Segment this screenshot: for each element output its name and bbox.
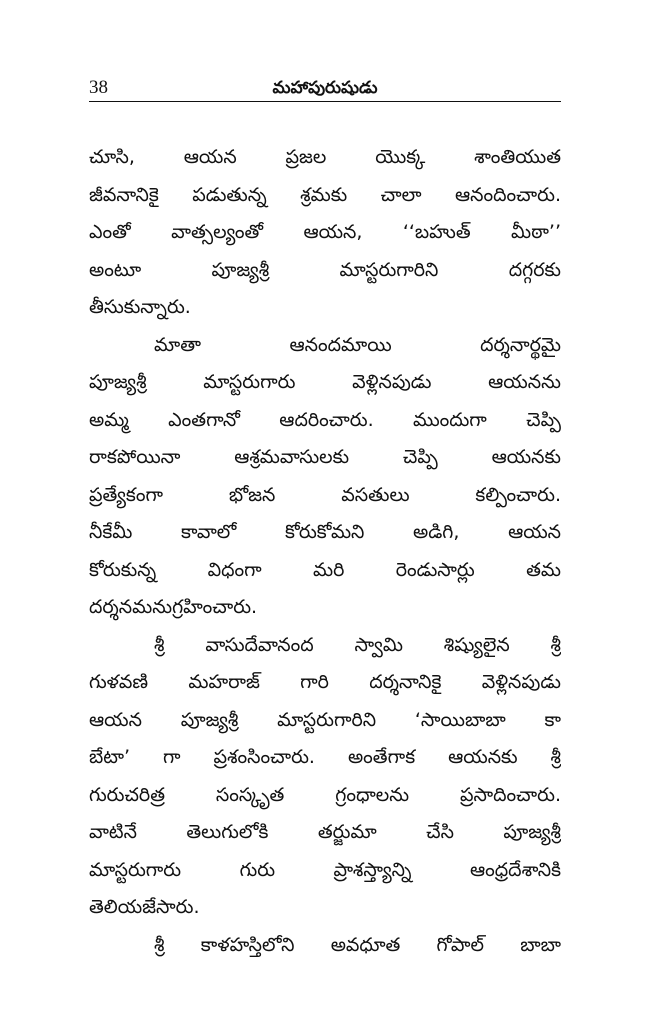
text-line: ఆయన పూజ్యశ్రీ మాస్టరుగారిని ‘సాయిబాబా కా <box>89 708 561 731</box>
text-line: బేటా’ గా ప్రశంసించారు. అంతేగాక ఆయనకు శ్రీ <box>89 746 561 768</box>
text-line: ఎంతో వాత్సల్యంతో ఆయన, ‘‘బహుత్ మీఠా’’ <box>89 221 561 243</box>
text-line: వాటినే తెలుగులోకి తర్జుమా చేసి పూజ్యశ్రీ <box>89 821 561 843</box>
text-line: తీసుకున్నారు. <box>89 296 191 318</box>
text-line: మాతా ఆనందమాయి దర్శనార్థమై <box>154 333 561 356</box>
text-line: అంటూ పూజ్యశ్రీ మాస్టరుగారిని దగ్గరకు <box>89 258 561 281</box>
header-rule <box>89 101 561 102</box>
text-line: జీవనానికై పడుతున్న శ్రమకు చాలా ఆనందించారు. <box>89 183 561 206</box>
text-line: రాకపోయినా ఆశ్రమవాసులకు చెప్పి ఆయనకు <box>89 446 561 468</box>
text-line: నీకేమీ కావాలో కోరుకోమని అడిగి, ఆయన <box>89 521 561 543</box>
running-title: మహాపురుషుడు <box>272 78 378 98</box>
text-line: చూసి, ఆయన ప్రజల యొక్క శాంతియుత <box>89 146 561 168</box>
text-line: అమ్మ ఎంతగానో ఆదరించారు. ముందుగా చెప్పి <box>89 408 561 431</box>
text-line: ప్రత్యేకంగా భోజన వసతులు కల్పించారు. <box>89 483 561 506</box>
text-line: కోరుకున్న విధంగా మరి రెండుసార్లు తమ <box>89 558 561 581</box>
page-header <box>89 74 561 104</box>
text-line: గురుచరిత్ర సంస్కృత గ్రంధాలను ప్రసాదించారు. <box>89 783 561 806</box>
text-line: తెలియజేసారు. <box>89 896 200 918</box>
page-number: 38 <box>89 77 108 98</box>
text-line: పూజ్యశ్రీ మాస్టరుగారు వెళ్లినపుడు ఆయనను <box>89 371 561 393</box>
text-line: శ్రీ కాళహస్తిలోని అవధూత గోపాల్ బాబా <box>154 933 561 956</box>
body-text <box>89 139 561 964</box>
text-line: శ్రీ వాసుదేవానంద స్వామి శిష్యులైన శ్రీ <box>154 633 561 656</box>
text-line: గుళవణి మహరాజ్ గారి దర్శనానికై వెళ్లినపుడు <box>89 671 561 693</box>
text-line: దర్శనమనుగ్రహించారు. <box>89 596 258 618</box>
text-line: మాస్టరుగారు గురు ప్రాశస్త్యాన్ని ఆంధ్రదేశానికి <box>89 858 561 881</box>
